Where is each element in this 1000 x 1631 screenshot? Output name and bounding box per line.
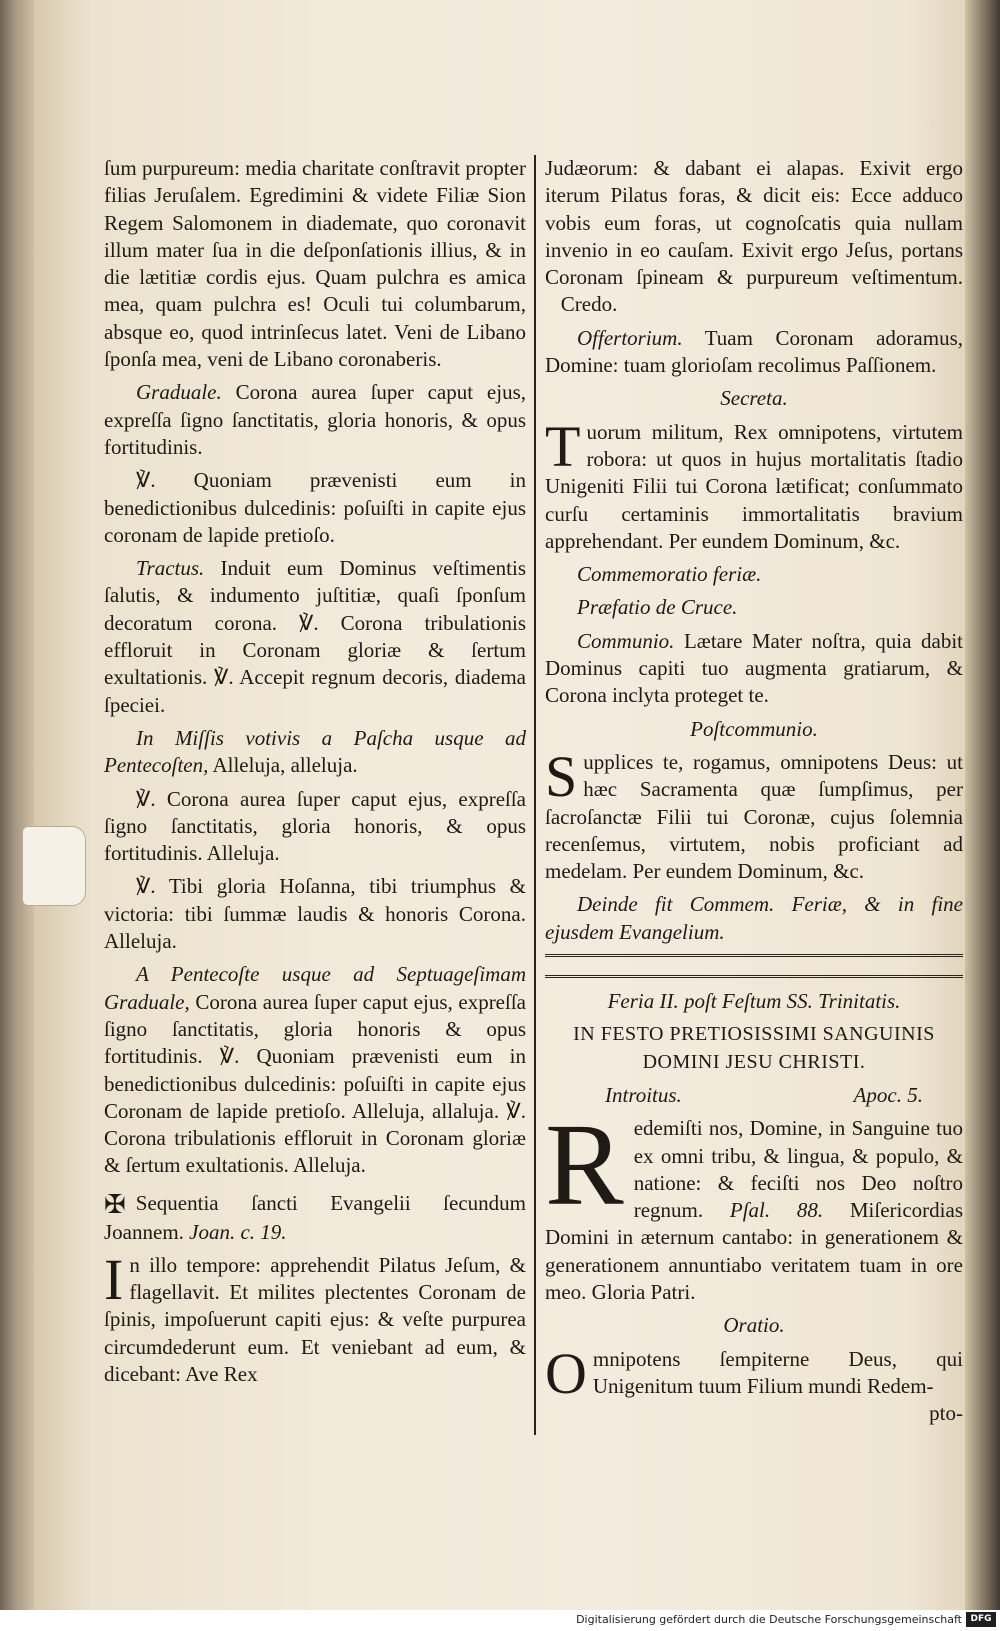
pentecoste	[104, 961, 526, 1179]
praefatio: Præfatio de Cruce.	[577, 595, 738, 620]
versicle: ℣. Quoniam prævenisti eum in benedictionibus dulcedinis: poſuiſti in capite ejus coronam de lapide pretioſo.	[104, 468, 526, 547]
pentecoste-text: Corona aurea ſuper caput ejus, expreſſa ſigno ſanctitatis, gloria honoris & opus fortitudinis. ℣. Quoniam prævenisti eum in benedictionibus dulcedinis: poſuiſti in capite ejus Coronam de lapide pretioſo. Alleluja, allaluja. ℣. Corona tribulationis effloruit in Coronam gloriæ & ſertum exultationis. Alleluja.	[104, 989, 526, 1178]
evangelium-text: n illo tempore: apprehendit Pilatus Jeſum, & flagellavit. Et milites plectentes Coronam de ſpinis, impoſuerunt capiti ejus: & veſte purpurea circumdederunt eum. Et veniebant ad eum, & dicebant: Ave Rex	[104, 1252, 526, 1386]
drop-cap-initial: S	[545, 743, 578, 809]
postcommunio-heading: Poſtcommunio.	[690, 716, 818, 741]
psalm-text: Miſericordias Domini in æternum cantabo: in generationem & generationem annuntiabo veritatem tuam in ore meo.	[545, 1198, 964, 1304]
sequentia-reference: Joan. c. 19.	[189, 1219, 287, 1244]
sequentia-text: Sequentia ſancti Evangelii ſecundum Joannem.	[104, 1190, 526, 1244]
introitus-heading	[545, 1082, 963, 1109]
column-divider	[534, 155, 536, 1435]
introitus-reference: Apoc. 5.	[853, 1082, 923, 1107]
oratio-text: mnipotens ſempiterne Deus, qui Unigenitum tuum Filium mundi Redem-	[592, 1346, 963, 1398]
tractus-text: Induit eum Dominus veſtimentis ſalutis, & indumento juſtitiæ, quaſi ſponſum decoratum corona. ℣. Corona tribulationis effloruit in Coronam gloriæ & ſertum exultationis. ℣. Accepit regnum decoris, diadema ſpeciei.	[104, 556, 526, 717]
missis-text: Alleluja, alleluja.	[208, 753, 358, 778]
left-column	[104, 155, 526, 1394]
gloria-patri: Gloria Patri.	[586, 1279, 696, 1304]
introitus-text: edemiſti nos, Domine, in Sanguine tuo ex omni tribu, & lingua, & populo, & natione: & feciſti nos Deo noſtro regnum.	[633, 1116, 963, 1223]
oratio	[545, 1340, 963, 1406]
text-paragraph	[545, 155, 963, 319]
footer-bar	[0, 1610, 1000, 1631]
ornamental-divider	[545, 954, 963, 978]
tractus	[104, 555, 526, 719]
drop-cap-initial: I	[104, 1246, 124, 1312]
cross-icon: ✠	[104, 1190, 126, 1220]
missis-votivis	[104, 725, 526, 780]
pentecoste-label: A Pentecoſte usque ad Septuageſimam Graduale,	[104, 962, 526, 1014]
communio-text: Lætare Mater noſtra, quia dabit Dominus capiti tuo augmenta gratiarum, & Corona inclyta proteget te.	[545, 628, 963, 708]
deinde-rubric: Deinde fit Commem. Feriæ, & in fine ejusdem Evangelium.	[545, 892, 963, 944]
credo: Credo.	[560, 292, 618, 317]
postcommunio-text: upplices te, rogamus, omnipotens Deus: ut hæc Sacramenta quæ ſumpſimus, per ſacroſanctæ Filii tui Coronæ, cujus ſolemnia recenſemus, virtutem, nobis proficiant ad medelam. Per eundem Dominum, &c.	[545, 749, 963, 884]
secreta-heading: Secreta.	[720, 386, 788, 411]
offertorium	[545, 325, 963, 380]
tractus-label: Tractus.	[136, 556, 205, 581]
sequentia-heading	[104, 1190, 526, 1246]
graduale-label: Graduale.	[136, 380, 222, 405]
gospel-continuation: Judæorum: & dabant ei alapas. Exivit ergo iterum Pilatus foras, & dicit eis: Ecce adduco vobis eum foras, ut cognoſcatis quia nullam invenio in eo cauſam. Exivit ergo Jeſus, portans Coronam ſpineam & purpureum veſtimentum.	[545, 156, 963, 290]
secreta	[545, 413, 963, 555]
right-column	[545, 155, 963, 1427]
introitus	[545, 1099, 964, 1306]
graduale-text: Corona aurea ſuper caput ejus, expreſſa ſigno ſanctitatis, gloria honoris, & opus fortitudinis.	[104, 380, 526, 459]
missis-label: In Miſſis votivis a Paſcha usque ad Pentecoſten,	[104, 725, 526, 778]
introitus-label: Introitus.	[605, 1082, 682, 1107]
oratio-heading: Oratio.	[723, 1313, 785, 1338]
dfg-logo: DFG	[966, 1612, 996, 1627]
communio-label: Communio.	[577, 628, 675, 653]
feria-heading: Feria II. poſt Feſtum SS. Trinitatis.	[607, 989, 901, 1014]
footer-credit: Digitalisierung gefördert durch die Deutsche Forschungsgemeinschaft	[576, 1613, 962, 1626]
feast-title: IN FESTO PRETIOSISSIMI SANGUINIS DOMINI JESU CHRISTI.	[573, 1023, 935, 1073]
graduale	[104, 379, 526, 461]
communio	[545, 628, 963, 710]
versicle: ℣. Corona aurea ſuper caput ejus, expreſſa ſigno ſanctitatis, gloria honoris, & opus fortitudinis. Alleluja.	[104, 786, 526, 866]
drop-cap-initial: T	[545, 413, 581, 479]
catchword: pto-	[929, 1401, 963, 1426]
spine-shadow	[965, 0, 1000, 1610]
psalm-reference: Pſal. 88.	[729, 1198, 824, 1223]
versicle: ℣. Tibi gloria Hoſanna, tibi triumphus & victoria: tibi ſummæ laudis & honoris Corona. Alleluja.	[104, 874, 526, 954]
drop-cap-initial: R	[545, 1099, 624, 1231]
evangelium	[104, 1246, 526, 1388]
text-paragraph: ſum purpureum: media charitate conſtravit propter filias Jeruſalem. Egredimini & videte Filiæ Sion Regem Salomonem in diademate, quo coronavit illum mater ſua in die deſponſationis illius, & in die lætitiæ cordis ejus. Quam pulchra es amica mea, quam pulchra es! Oculi tui columbarum, absque eo, quod intrinſecus latet. Veni de Libano ſponſa mea, veni de Libano coronaberis.	[104, 156, 526, 372]
secreta-text: uorum militum, Rex omnipotens, virtutem robora: ut quos in hujus mortalitatis ſtadio Unigeniti Filii tui Corona lætificat; conſummato curſu certaminis immortalitatis bravium apprehendant. Per eundem Dominum, &c.	[545, 419, 963, 553]
offertorium-label: Offertorium.	[577, 325, 683, 350]
postcommunio	[545, 743, 963, 885]
drop-cap-initial: O	[545, 1340, 587, 1406]
commemoratio: Commemoratio feriæ.	[577, 562, 762, 587]
offertorium-text: Tuam Coronam adoramus, Domine: tuam glorioſam recolimus Paſſionem.	[545, 325, 963, 378]
paper-tab-marker	[22, 826, 86, 906]
